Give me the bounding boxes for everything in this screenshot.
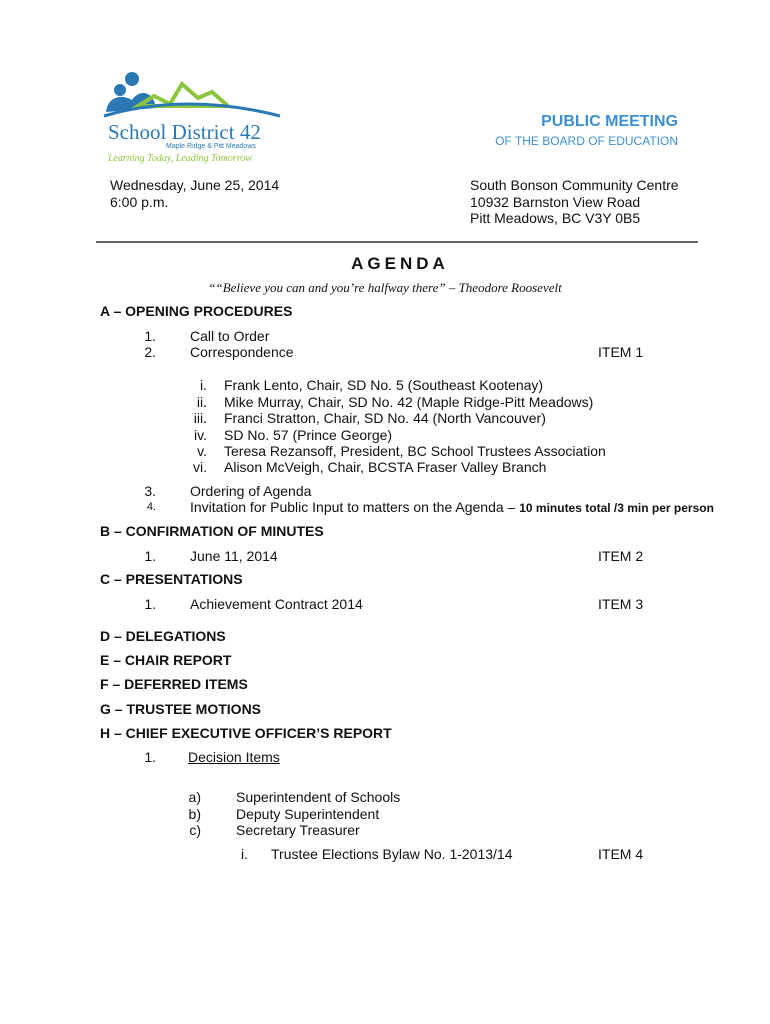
venue-name: South Bonson Community Centre bbox=[470, 177, 679, 193]
item-label: Correspondence bbox=[190, 344, 294, 360]
item-label bbox=[190, 499, 714, 515]
item-number: 1. bbox=[144, 328, 156, 344]
agenda-title: AGENDA bbox=[351, 254, 449, 273]
sub-item-label: Secretary Treasurer bbox=[236, 822, 360, 838]
section-b-title: B – CONFIRMATION OF MINUTES bbox=[100, 523, 324, 539]
correspondence-number: v. bbox=[197, 443, 207, 459]
subsub-item-label: Trustee Elections Bylaw No. 1-2013/14 bbox=[271, 846, 513, 862]
item-number: 1. bbox=[144, 596, 156, 612]
sub-item-letter: b) bbox=[188, 806, 201, 822]
item-label: Call to Order bbox=[190, 328, 270, 344]
meeting-title: PUBLIC MEETING bbox=[541, 113, 678, 130]
section-c-title: C – PRESENTATIONS bbox=[100, 571, 243, 587]
correspondence-number: iv. bbox=[194, 427, 207, 443]
item-number: 1. bbox=[144, 749, 156, 765]
logo-tagline: Learning Today, Leading Tomorrow bbox=[108, 153, 252, 164]
header-divider bbox=[96, 241, 698, 243]
item-reference: ITEM 1 bbox=[598, 344, 644, 360]
correspondence-number: vi. bbox=[193, 459, 207, 475]
item-label: Ordering of Agenda bbox=[190, 483, 312, 499]
venue-street: 10932 Barnston View Road bbox=[470, 194, 641, 210]
sub-item-label: Deputy Superintendent bbox=[236, 806, 380, 822]
section-g-title: G – TRUSTEE MOTIONS bbox=[100, 701, 262, 717]
correspondence-item: Franci Stratton, Chair, SD No. 44 (North Vancouver) bbox=[224, 410, 546, 426]
correspondence-item: SD No. 57 (Prince George) bbox=[224, 427, 393, 443]
correspondence-number: i. bbox=[200, 377, 207, 393]
logo-wordmark: School District 42 bbox=[108, 120, 261, 144]
item-label: June 11, 2014 bbox=[190, 548, 278, 564]
item-number: 1. bbox=[144, 548, 156, 564]
correspondence-number: ii. bbox=[196, 394, 207, 410]
correspondence-item: Alison McVeigh, Chair, BCSTA Fraser Valley Branch bbox=[224, 459, 547, 475]
meeting-subtitle: OF THE BOARD OF EDUCATION bbox=[495, 134, 678, 148]
section-a-title: A – OPENING PROCEDURES bbox=[100, 303, 293, 319]
item-number: 3. bbox=[144, 483, 156, 499]
item-label: Decision Items bbox=[188, 749, 280, 765]
sub-item-letter: c) bbox=[189, 822, 201, 838]
meeting-date: Wednesday, June 25, 2014 bbox=[110, 177, 280, 193]
school-district-logo bbox=[98, 70, 288, 168]
correspondence-item: Frank Lento, Chair, SD No. 5 (Southeast Kootenay) bbox=[224, 377, 544, 393]
item-reference: ITEM 4 bbox=[598, 846, 644, 862]
section-e-title: E – CHAIR REPORT bbox=[100, 652, 232, 668]
venue-city: Pitt Meadows, BC V3Y 0B5 bbox=[470, 210, 641, 226]
correspondence-item: Mike Murray, Chair, SD No. 42 (Maple Ridge-Pitt Meadows) bbox=[224, 394, 594, 410]
meeting-time: 6:00 p.m. bbox=[110, 194, 169, 210]
public-input-label: Invitation for Public Input to matters on the Agenda – bbox=[190, 499, 516, 515]
correspondence-number: iii. bbox=[193, 410, 207, 426]
item-number: 4. bbox=[146, 501, 156, 513]
logo-subtitle: Maple Ridge & Pitt Meadows bbox=[166, 143, 256, 150]
sub-item-label: Superintendent of Schools bbox=[236, 789, 401, 805]
item-label: Achievement Contract 2014 bbox=[190, 596, 363, 612]
item-number: 2. bbox=[144, 344, 156, 360]
correspondence-item: Teresa Rezansoff, President, BC School Trustees Association bbox=[224, 443, 606, 459]
public-input-note: 10 minutes total /3 min per person bbox=[519, 501, 714, 515]
section-h-title: H – CHIEF EXECUTIVE OFFICER’S REPORT bbox=[100, 725, 392, 741]
section-d-title: D – DELEGATIONS bbox=[100, 628, 226, 644]
subsub-item-number: i. bbox=[241, 846, 248, 862]
section-f-title: F – DEFERRED ITEMS bbox=[100, 676, 248, 692]
item-reference: ITEM 2 bbox=[598, 548, 644, 564]
agenda-quote: ““Believe you can and you’re halfway there” – Theodore Roosevelt bbox=[208, 280, 562, 295]
item-reference: ITEM 3 bbox=[598, 596, 644, 612]
sub-item-letter: a) bbox=[188, 789, 201, 805]
